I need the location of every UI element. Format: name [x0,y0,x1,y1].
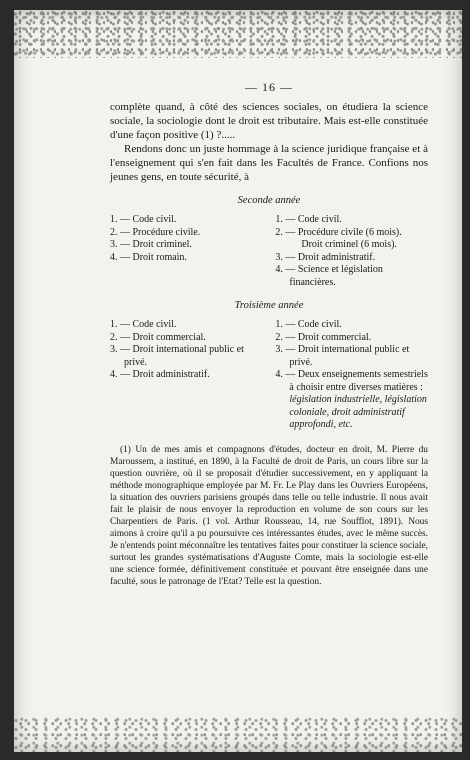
list-item: 4. — Science et législation financières. [275,264,383,288]
troisieme-left-column [110,319,263,432]
page-number: — 16 — [245,80,293,94]
list-item: 1. — Code civil. [110,319,177,330]
list-item: 3. — Droit criminel. [110,239,192,250]
book-page [14,10,462,752]
list-item: 2. — Droit commercial. [275,331,372,343]
list-item: 1. — Code civil. [275,319,342,330]
list-item: 3. — Droit administratif. [275,251,376,263]
list-item: 3. — Droit international public et privé. [110,344,244,368]
list-item: 1. — Code civil. [110,214,177,225]
troisieme-columns [110,319,428,432]
list-item: 3. — Droit international public et privé. [275,344,410,368]
section-title-seconde: Seconde année [237,195,301,206]
list-item: 1. — Code civil. [275,214,342,225]
seconde-columns [110,214,428,289]
troisieme-right-column [275,319,428,432]
list-item: 2. — Procédure civile. [110,226,201,238]
page-edge-speckles-top [14,10,462,58]
paragraph-2: Rendons donc un juste hommage à la science juridique française et à l'enseignement qui s'en fait dans les Facultés de France. Confions nos jeunes gens, en toute sécurité, à [110,143,428,183]
list-item: 2. — Droit commercial. [110,331,206,343]
paragraph-1: complète quand, à côté des sciences sociales, on étudiera la science sociale, la sociologie dont le droit est tributaire. Mais est-elle constituée d'une façon positive (1) ?..... [110,101,428,141]
list-item: 4. — Droit administratif. [110,369,210,380]
section-title-troisieme: Troisième année [234,300,304,311]
list-item [275,369,428,432]
seconde-left-column [110,214,263,289]
list-item: 4. — Droit romain. [110,251,187,263]
list-item: Droit criminel (6 mois). [301,239,397,250]
seconde-right-column [275,214,428,289]
list-item: 2. — Procédure civile (6 mois). [275,226,402,238]
page-edge-speckles-bottom [14,716,462,752]
list-item-lead: 4. — Deux enseignements semestriels à choisir entre diverses matières : [275,369,428,393]
footnote: (1) Un de mes amis et compagnons d'études, docteur en droit, M. Pierre du Maroussem, a institué, en 1890, à la Faculté de droit de Paris, un cours libre sur la question ouvrière, où il se proposait d'étudier successivement, en y appliquant la méthode monographique employée par M. Fr. Le Play dans les Ouvriers Européens, la situation des ouvriers parisiens groupés dans telle ou telle industrie. Il nous avait fait le plaisir de nous envoyer la reproduction en volume de son cours sur les Charpentiers de Paris. (1 vol. Arthur Rousseau, 14, rue Soufflot, 1891). Nous aimons à croire qu'il a pu poursuivre ces intéressantes études, avec le même succès. Je n'entends point méconnaître les tentatives faites pour constituer la science sociale, surtout les grandes systématisations d'Auguste Comte, mais la sociologie est-elle une science formée, définitivement constituée et pouvant être enseignée dans une faculté, sous le patronage de l'Etat? Telle est la question. [110,444,428,587]
page-text-block [110,80,428,597]
list-item-italic: législation industrielle, législation coloniale, droit administratif approfondi, etc. [289,394,427,430]
